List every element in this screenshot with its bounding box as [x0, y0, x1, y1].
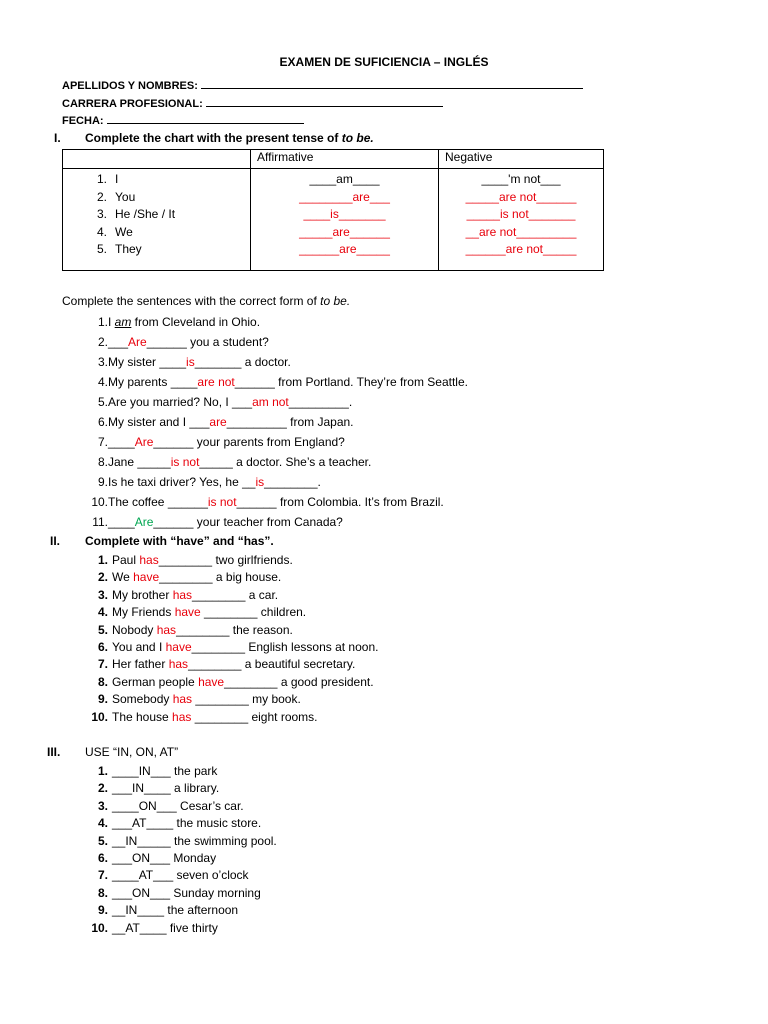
affirmative-answer — [251, 189, 438, 207]
blank-before: _____ — [299, 224, 333, 239]
blank-before: ________ — [299, 189, 353, 204]
item-prefix: Somebody — [112, 692, 173, 707]
sentence-item — [84, 332, 468, 352]
subject-row — [63, 206, 250, 224]
item-prefix: Paul — [112, 553, 140, 567]
item-number: 9. — [97, 903, 108, 918]
item-suffix: _____ a doctor. She’s a teacher. — [199, 455, 372, 469]
item-text: ___ON___ Monday — [112, 850, 217, 865]
item-number: 1. — [97, 553, 108, 567]
item-number: 6. — [97, 850, 108, 865]
blank-after: _________ — [516, 224, 577, 239]
section1-heading-text: Complete the chart with the present tense of — [85, 131, 342, 145]
item-prefix: ___ — [108, 335, 129, 349]
item-text: ___IN____ a library. — [112, 781, 220, 796]
prep-item — [84, 798, 277, 815]
item-body — [108, 455, 371, 469]
blank-before: ______ — [299, 242, 340, 256]
date-label: FECHA: — [62, 115, 104, 127]
negative-answer — [439, 241, 603, 259]
item-text: ___AT____ the music store. — [112, 816, 262, 831]
item-suffix: ________ two girlfriends. — [158, 553, 293, 567]
item-answer: has — [172, 692, 193, 707]
negative-answer — [439, 224, 603, 242]
career-label: CARRERA PROFESIONAL: — [62, 98, 203, 110]
item-number: 7. — [97, 435, 108, 449]
prep-item — [84, 815, 277, 832]
item-prefix: We — [112, 570, 134, 585]
negative-list — [439, 169, 603, 259]
item-answer: has — [172, 587, 193, 602]
section1-number: I. — [54, 131, 61, 145]
have-has-item — [84, 639, 378, 656]
sentence-item — [84, 452, 468, 472]
affirmative-answer — [251, 206, 438, 224]
chart-affirmative-cell — [251, 169, 439, 271]
item-prefix: My parents ____ — [108, 375, 198, 389]
item-body — [108, 315, 260, 329]
item-number: 5. — [97, 395, 108, 409]
item-text: ____IN___ the park — [112, 764, 218, 778]
item-number: 6. — [97, 415, 108, 429]
item-prefix: My sister and I ___ — [108, 415, 210, 429]
to-be-sentences — [84, 312, 468, 532]
exam-title: EXAMEN DE SUFICIENCIA – INGLÉS — [279, 55, 489, 69]
affirmative-answer — [251, 171, 438, 189]
item-answer: have — [165, 639, 192, 654]
have-has-item — [84, 587, 378, 604]
item-number: 8. — [97, 455, 108, 469]
blank-before: _____ — [465, 189, 499, 204]
item-number: 4. — [97, 605, 108, 620]
item-number: 10. — [91, 920, 108, 935]
item-number: 7. — [97, 868, 108, 883]
blank-before: __ — [465, 224, 479, 239]
item-answer: Are — [134, 515, 154, 529]
item-suffix: ________ a car. — [192, 587, 279, 602]
prep-item — [84, 850, 277, 867]
item-text: ___ON___ Sunday morning — [112, 885, 261, 900]
item-body — [112, 657, 355, 671]
item-number: 2. — [97, 781, 108, 796]
item-body — [108, 415, 354, 429]
prep-item — [84, 780, 277, 797]
negative-answer — [439, 171, 603, 189]
item-text: __IN_____ the swimming pool. — [112, 833, 277, 848]
name-field — [62, 78, 583, 92]
blank-after: ___ — [540, 172, 561, 186]
item-number: 10. — [91, 709, 108, 724]
subject-text: You — [115, 189, 136, 204]
blank-after: ______ — [349, 224, 390, 239]
item-prefix: You and I — [112, 639, 166, 654]
section3-heading — [47, 745, 179, 759]
item-number: 2. — [97, 335, 108, 349]
subject-row — [63, 224, 250, 242]
item-body — [112, 570, 281, 584]
item-body — [112, 692, 301, 706]
item-number: 8. — [97, 674, 108, 689]
item-answer: am — [114, 315, 132, 329]
part-b-intro-text: Complete the sentences with the correct form of — [62, 294, 321, 308]
blank-before: _____ — [466, 207, 500, 221]
item-body — [112, 623, 293, 637]
sentence-item — [84, 392, 468, 412]
item-prefix: Jane _____ — [108, 455, 171, 469]
have-has-item — [84, 604, 378, 621]
affirmative-form: are — [339, 242, 357, 256]
sentence-item — [84, 412, 468, 432]
item-suffix: ________ the reason. — [176, 622, 293, 637]
item-text: __IN____ the afternoon — [112, 903, 239, 918]
blank-before: ____ — [303, 207, 331, 221]
item-number: 9. — [97, 475, 108, 489]
sentence-item — [84, 472, 468, 492]
item-number: 9. — [97, 692, 108, 707]
affirmative-form: am — [336, 172, 353, 186]
subject-text: He /She / It — [115, 207, 176, 221]
name-label: APELLIDOS Y NOMBRES: — [62, 80, 198, 92]
item-answer: has — [156, 622, 177, 637]
have-has-item — [84, 552, 378, 569]
subject-number: 5. — [96, 242, 107, 256]
subject-row — [63, 189, 250, 207]
item-number: 7. — [97, 657, 108, 672]
item-suffix: ________. — [264, 475, 321, 489]
item-answer: has — [168, 657, 189, 672]
prep-item — [84, 763, 277, 780]
item-number: 5. — [97, 833, 108, 848]
part-b-intro-em: to be. — [320, 294, 351, 308]
in-on-at-list — [84, 763, 277, 937]
have-has-item — [84, 709, 378, 726]
prep-item — [84, 867, 277, 884]
affirmative-form: is — [330, 207, 339, 221]
item-body — [108, 515, 343, 529]
have-has-item — [84, 622, 378, 639]
subject-number: 1. — [96, 172, 107, 186]
affirmative-answer — [251, 241, 438, 259]
section2-heading — [50, 534, 274, 548]
item-suffix: ________ English lessons at noon. — [191, 639, 379, 654]
item-suffix: ________ a good president. — [224, 674, 374, 689]
item-body — [108, 335, 269, 349]
blank-after: _______ — [528, 207, 576, 221]
blank-before: ______ — [465, 242, 506, 256]
item-prefix: ____ — [108, 515, 135, 529]
item-answer: have — [133, 570, 160, 585]
blank-after: _____ — [356, 242, 390, 256]
item-prefix: German people — [112, 674, 199, 689]
prep-item — [84, 902, 277, 919]
item-prefix: Is he taxi driver? Yes, he __ — [108, 475, 256, 489]
item-prefix: Her father — [112, 657, 169, 672]
item-prefix: Nobody — [112, 622, 157, 637]
chart-subjects-cell — [63, 169, 251, 271]
item-body — [112, 605, 306, 619]
item-number: 2. — [97, 570, 108, 585]
item-suffix: ______ your teacher from Canada? — [153, 515, 343, 529]
item-answer: am not — [252, 395, 289, 409]
item-answer: Are — [134, 435, 154, 449]
item-suffix: ______ from Portland. They’re from Seattle. — [234, 375, 468, 389]
blank-before: ____ — [309, 172, 337, 186]
item-suffix: ________ a beautiful secretary. — [188, 657, 356, 672]
item-body — [112, 553, 293, 567]
item-number: 1. — [97, 764, 108, 778]
negative-form: is not — [499, 207, 529, 221]
sentence-item — [84, 512, 468, 532]
item-suffix: ______ your parents from England? — [153, 435, 345, 449]
chart-header-negative: Negative — [439, 150, 604, 169]
negative-form: 'm not — [508, 172, 541, 186]
item-body — [108, 435, 345, 449]
item-number: 6. — [97, 639, 108, 654]
to-be-chart — [62, 149, 604, 271]
chart-header-blank — [63, 150, 251, 169]
item-prefix: The house — [112, 709, 173, 724]
item-number: 8. — [97, 885, 108, 900]
subject-text: We — [115, 224, 133, 239]
item-number: 4. — [97, 375, 108, 389]
negative-answer — [439, 206, 603, 224]
blank-after: ____ — [352, 172, 380, 186]
section3-number: III. — [47, 745, 61, 759]
item-body — [108, 375, 468, 389]
item-prefix: My brother — [112, 587, 173, 602]
item-number: 3. — [97, 587, 108, 602]
name-line[interactable] — [201, 78, 583, 89]
prep-item — [84, 885, 277, 902]
affirmative-answer — [251, 224, 438, 242]
subject-row — [63, 241, 250, 259]
chart-header-affirmative: Affirmative — [251, 150, 439, 169]
item-body — [108, 495, 444, 509]
sentence-item — [84, 352, 468, 372]
item-answer: have — [174, 605, 201, 620]
blank-after: ___ — [369, 189, 390, 204]
affirmative-form: are — [352, 189, 370, 204]
item-answer: is — [255, 475, 265, 489]
negative-form: are not — [498, 189, 537, 204]
item-suffix: from Cleveland in Ohio. — [131, 315, 261, 329]
item-answer: has — [172, 709, 192, 724]
item-body — [108, 475, 321, 489]
item-number: 10. — [91, 495, 108, 509]
affirmative-form: are — [332, 224, 350, 239]
have-has-item — [84, 656, 378, 673]
item-prefix: ____ — [108, 435, 135, 449]
item-text: ____ON___ Cesar’s car. — [112, 798, 244, 813]
item-body — [108, 355, 291, 369]
have-has-item — [84, 569, 378, 586]
career-line[interactable] — [206, 96, 443, 107]
item-number: 4. — [97, 816, 108, 831]
item-body — [112, 675, 374, 689]
item-answer: are — [209, 415, 227, 429]
chart-negative-cell — [439, 169, 604, 271]
section3-heading-text: USE “IN, ON, AT” — [85, 745, 179, 759]
negative-answer — [439, 189, 603, 207]
item-suffix: ________ my book. — [192, 692, 301, 707]
item-text: ____AT___ seven o’clock — [112, 868, 249, 883]
item-suffix: _________. — [288, 395, 353, 409]
date-field — [62, 113, 304, 127]
item-suffix: ______ you a student? — [146, 335, 269, 349]
subject-text: I — [115, 172, 119, 186]
item-body — [112, 710, 318, 724]
blank-after: ______ — [536, 189, 577, 204]
blank-after: _____ — [543, 242, 577, 256]
item-number: 1. — [97, 315, 108, 329]
subject-number: 3. — [96, 207, 107, 221]
item-suffix: ________ a big house. — [159, 570, 282, 585]
item-answer: have — [198, 674, 225, 689]
prep-item — [84, 920, 277, 937]
item-prefix: Are you married? No, I ___ — [108, 395, 253, 409]
date-line[interactable] — [107, 113, 304, 124]
subject-text: They — [115, 242, 142, 256]
affirmative-list — [251, 169, 438, 259]
subject-number: 4. — [96, 224, 107, 239]
item-number: 11. — [92, 515, 108, 529]
section1-heading — [54, 131, 374, 145]
item-suffix: ________ children. — [200, 605, 307, 620]
negative-form: are not — [505, 242, 544, 256]
item-body — [112, 588, 278, 602]
item-number: 3. — [97, 798, 108, 813]
have-has-list — [84, 552, 378, 726]
item-answer: is not — [207, 495, 237, 509]
subject-list — [63, 169, 250, 259]
career-field — [62, 96, 443, 110]
part-b-intro — [62, 294, 350, 308]
item-prefix: The coffee ______ — [108, 495, 208, 509]
negative-form: are not — [478, 224, 517, 239]
item-prefix: I — [108, 315, 115, 329]
section1-heading-em: to be. — [341, 131, 374, 145]
item-text: __AT____ five thirty — [112, 920, 218, 935]
sentence-item — [84, 492, 468, 512]
sentence-item — [84, 432, 468, 452]
prep-item — [84, 833, 277, 850]
item-prefix: My Friends — [112, 605, 175, 620]
subject-row — [63, 171, 250, 189]
sentence-item — [84, 312, 468, 332]
item-number: 5. — [97, 622, 108, 637]
item-answer: is not — [170, 455, 200, 469]
blank-before: ____ — [481, 172, 509, 186]
item-suffix: _________ from Japan. — [226, 415, 354, 429]
item-answer: are not — [197, 375, 235, 389]
item-answer: is — [186, 355, 195, 369]
section2-heading-text: Complete with “have” and “has”. — [85, 534, 274, 548]
have-has-item — [84, 674, 378, 691]
item-prefix: My sister ____ — [108, 355, 187, 369]
item-answer: has — [139, 553, 159, 567]
item-body — [112, 640, 378, 654]
section2-number: II. — [50, 534, 61, 548]
item-number: 3. — [97, 355, 108, 369]
item-suffix: _______ a doctor. — [194, 355, 291, 369]
item-body — [108, 395, 352, 409]
item-answer: Are — [128, 335, 147, 349]
item-suffix: ______ from Colombia. It’s from Brazil. — [236, 495, 444, 509]
blank-after: _______ — [338, 207, 386, 221]
have-has-item — [84, 691, 378, 708]
subject-number: 2. — [96, 189, 107, 204]
sentence-item — [84, 372, 468, 392]
item-suffix: ________ eight rooms. — [191, 709, 318, 724]
